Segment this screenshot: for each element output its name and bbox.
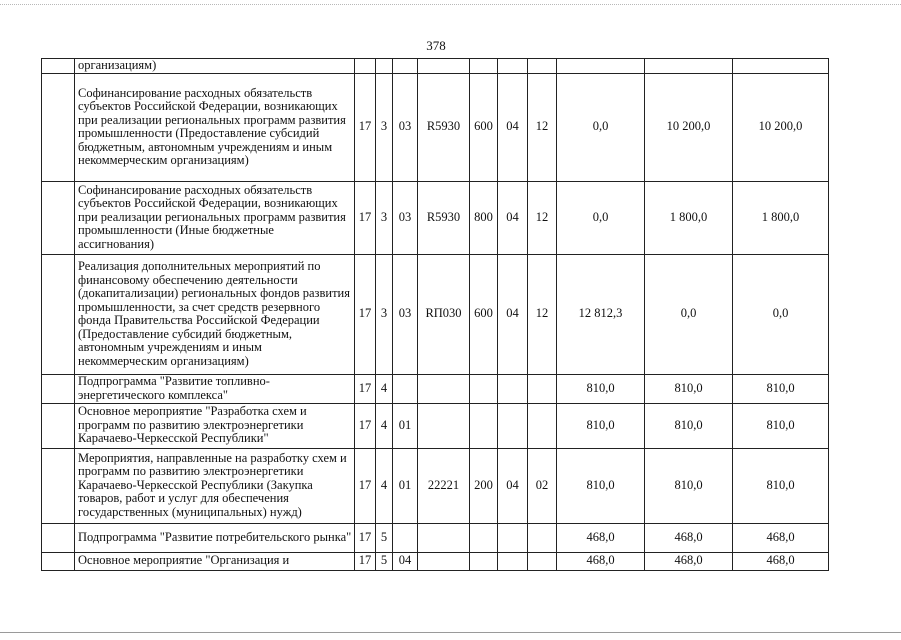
main-activity-code: 03 — [393, 254, 418, 374]
section-code: 04 — [498, 448, 528, 523]
direction-code: 22221 — [418, 448, 470, 523]
amount-year-1: 810,0 — [557, 448, 645, 523]
amount-year-2: 468,0 — [645, 552, 733, 570]
program-code: 17 — [355, 403, 376, 448]
table-row — [42, 181, 829, 254]
amount-year-3: 810,0 — [733, 448, 829, 523]
amount-year-3: 1 800,0 — [733, 181, 829, 254]
amount-year-1: 0,0 — [557, 181, 645, 254]
expense-type-code: 200 — [470, 448, 498, 523]
amount-year-3: 810,0 — [733, 403, 829, 448]
subsection-code: 02 — [528, 448, 557, 523]
page-number: 378 — [426, 38, 446, 53]
amount-year-1 — [557, 59, 645, 74]
direction-code: R5930 — [418, 73, 470, 181]
subprogram-code: 3 — [376, 181, 393, 254]
direction-code — [418, 59, 470, 74]
amount-year-1: 12 812,3 — [557, 254, 645, 374]
section-code — [498, 403, 528, 448]
direction-code: RП030 — [418, 254, 470, 374]
main-activity-code — [393, 59, 418, 74]
main-activity-code — [393, 374, 418, 403]
expense-type-code — [470, 59, 498, 74]
amount-year-3: 468,0 — [733, 552, 829, 570]
amount-year-3 — [733, 59, 829, 74]
amount-year-2 — [645, 59, 733, 74]
program-code: 17 — [355, 448, 376, 523]
row-description: Основное мероприятие "Разработка схем и программ по развитию электроэнергетики Карачаево-Черкесской Республики" — [75, 403, 355, 448]
row-left-cell — [42, 254, 75, 374]
subprogram-code: 4 — [376, 448, 393, 523]
amount-year-1: 468,0 — [557, 552, 645, 570]
amount-year-2: 810,0 — [645, 448, 733, 523]
subsection-code: 12 — [528, 181, 557, 254]
program-code: 17 — [355, 523, 376, 552]
main-activity-code: 03 — [393, 73, 418, 181]
subsection-code — [528, 374, 557, 403]
main-activity-code: 04 — [393, 552, 418, 570]
direction-code — [418, 403, 470, 448]
row-left-cell — [42, 552, 75, 570]
amount-year-1: 810,0 — [557, 374, 645, 403]
section-code: 04 — [498, 181, 528, 254]
row-description: Подпрограмма "Развитие потребительского рынка" — [75, 523, 355, 552]
subprogram-code: 4 — [376, 403, 393, 448]
table-row — [42, 552, 829, 570]
row-description: Мероприятия, направленные на разработку схем и программ по развитию электроэнергетики Карачаево-Черкесской Республики (Закупка товаров, работ и услуг для обеспечения государственных (муниципальных) нужд) — [75, 448, 355, 523]
amount-year-2: 810,0 — [645, 374, 733, 403]
section-code — [498, 374, 528, 403]
main-activity-code: 01 — [393, 403, 418, 448]
subprogram-code: 5 — [376, 523, 393, 552]
main-activity-code: 01 — [393, 448, 418, 523]
direction-code: R5930 — [418, 181, 470, 254]
subprogram-code: 3 — [376, 73, 393, 181]
table-row — [42, 448, 829, 523]
amount-year-3: 10 200,0 — [733, 73, 829, 181]
amount-year-2: 810,0 — [645, 403, 733, 448]
row-left-cell — [42, 403, 75, 448]
amount-year-3: 810,0 — [733, 374, 829, 403]
program-code: 17 — [355, 181, 376, 254]
subsection-code — [528, 59, 557, 74]
subsection-code: 12 — [528, 73, 557, 181]
main-activity-code — [393, 523, 418, 552]
table-row — [42, 374, 829, 403]
subprogram-code: 5 — [376, 552, 393, 570]
amount-year-1: 0,0 — [557, 73, 645, 181]
row-left-cell — [42, 523, 75, 552]
direction-code — [418, 552, 470, 570]
row-left-cell — [42, 448, 75, 523]
section-code: 04 — [498, 73, 528, 181]
direction-code — [418, 374, 470, 403]
row-description: Софинансирование расходных обязательств субъектов Российской Федерации, возникающих при реализации региональных программ развития промышленности (Предоставление субсидий бюджетным, автономным учреждениям и иным некоммерческим организациям) — [75, 73, 355, 181]
subprogram-code: 4 — [376, 374, 393, 403]
subsection-code: 12 — [528, 254, 557, 374]
table-row — [42, 73, 829, 181]
subprogram-code: 3 — [376, 254, 393, 374]
row-left-cell — [42, 181, 75, 254]
top-edge-rule — [0, 4, 901, 5]
program-code: 17 — [355, 254, 376, 374]
subsection-code — [528, 403, 557, 448]
subsection-code — [528, 523, 557, 552]
section-code — [498, 523, 528, 552]
expense-type-code — [470, 552, 498, 570]
section-code: 04 — [498, 254, 528, 374]
amount-year-2: 1 800,0 — [645, 181, 733, 254]
program-code — [355, 59, 376, 74]
amount-year-3: 0,0 — [733, 254, 829, 374]
row-description: Реализация дополнительных мероприятий по финансовому обеспечению деятельности (докапитализации) региональных фондов развития промышленности, за счет средств резервного фонда Правительства Российской Федерации (Предоставление субсидий бюджетным, автономным учреждениям и иным некоммерческим организациям) — [75, 254, 355, 374]
expense-type-code — [470, 523, 498, 552]
table-row — [42, 523, 829, 552]
program-code: 17 — [355, 73, 376, 181]
main-activity-code: 03 — [393, 181, 418, 254]
bottom-edge-rule — [0, 632, 901, 633]
direction-code — [418, 523, 470, 552]
table-row — [42, 59, 829, 74]
row-left-cell — [42, 73, 75, 181]
expense-type-code: 800 — [470, 181, 498, 254]
row-description: Подпрограмма "Развитие топливно-энергетического комплекса" — [75, 374, 355, 403]
table-row — [42, 254, 829, 374]
amount-year-1: 468,0 — [557, 523, 645, 552]
expense-type-code — [470, 403, 498, 448]
section-code — [498, 59, 528, 74]
row-description: организациям) — [75, 59, 355, 74]
row-left-cell — [42, 59, 75, 74]
subprogram-code — [376, 59, 393, 74]
table-row — [42, 403, 829, 448]
row-left-cell — [42, 374, 75, 403]
amount-year-1: 810,0 — [557, 403, 645, 448]
expense-type-code: 600 — [470, 254, 498, 374]
subsection-code — [528, 552, 557, 570]
budget-table — [41, 58, 829, 571]
amount-year-2: 10 200,0 — [645, 73, 733, 181]
expense-type-code: 600 — [470, 73, 498, 181]
section-code — [498, 552, 528, 570]
amount-year-2: 468,0 — [645, 523, 733, 552]
program-code: 17 — [355, 374, 376, 403]
row-description: Софинансирование расходных обязательств субъектов Российской Федерации, возникающих при реализации региональных программ развития промышленности (Иные бюджетные ассигнования) — [75, 181, 355, 254]
program-code: 17 — [355, 552, 376, 570]
amount-year-2: 0,0 — [645, 254, 733, 374]
expense-type-code — [470, 374, 498, 403]
amount-year-3: 468,0 — [733, 523, 829, 552]
row-description: Основное мероприятие "Организация и — [75, 552, 355, 570]
